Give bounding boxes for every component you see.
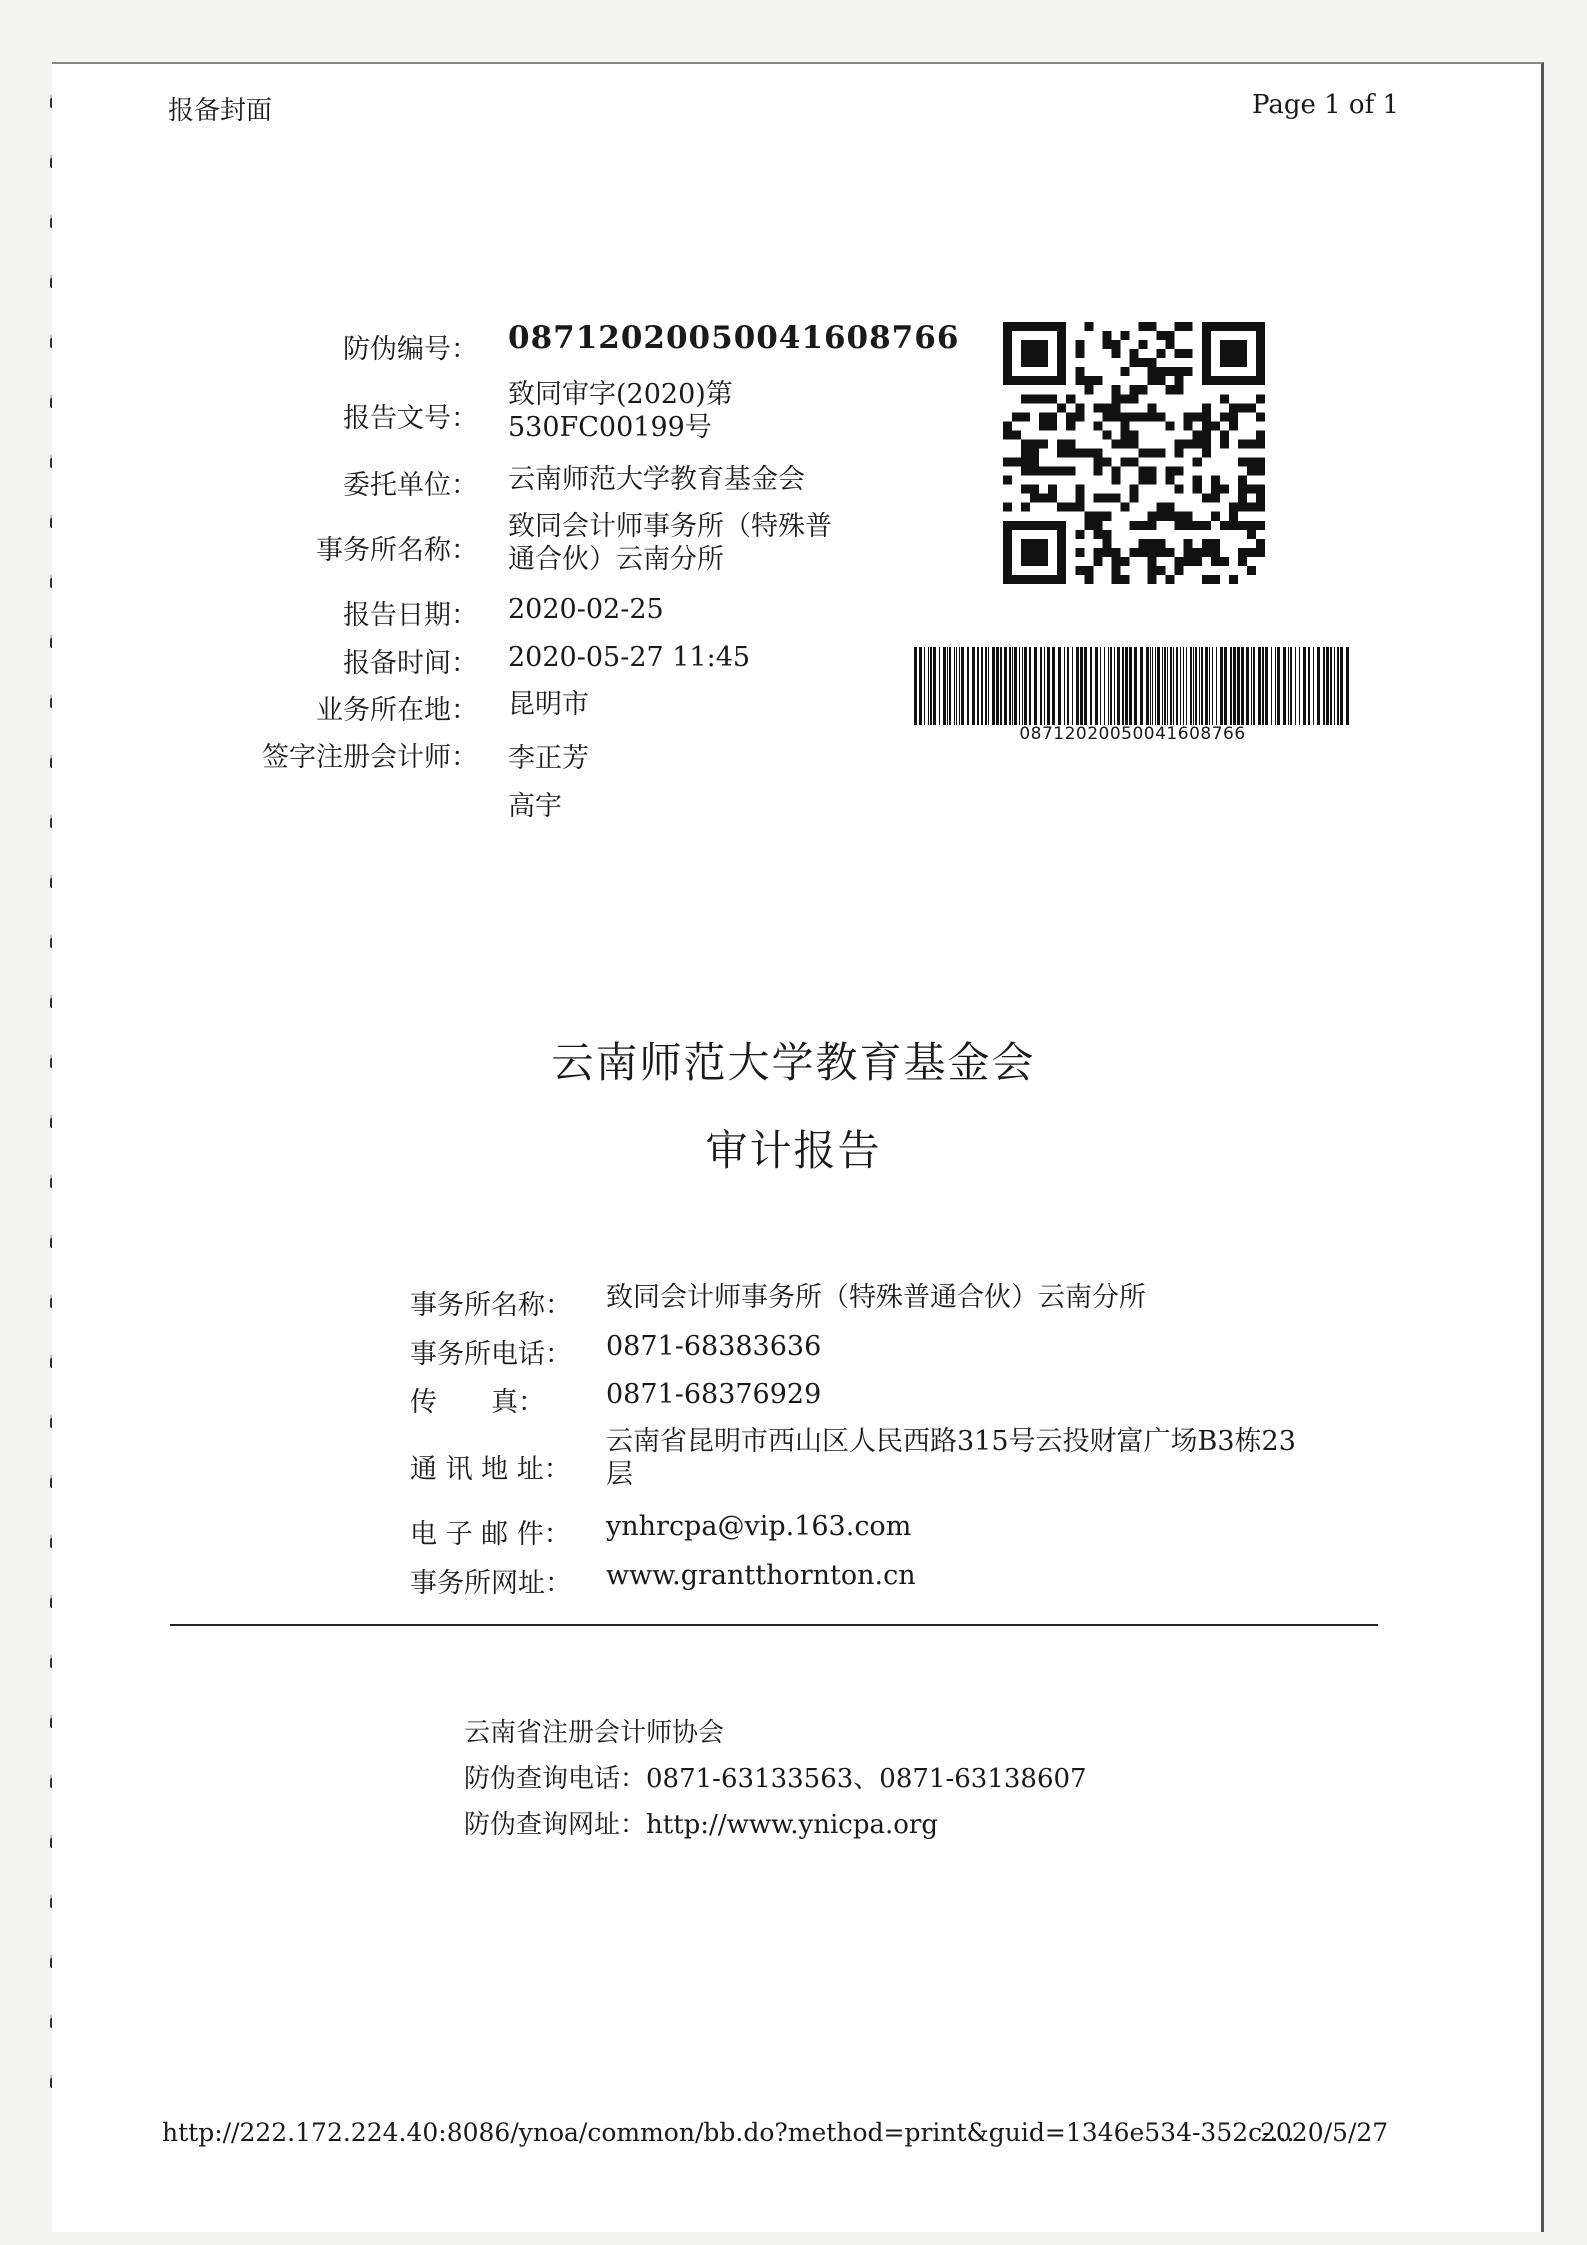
record-label-cpa: 签字注册会计师： <box>262 742 478 773</box>
contact-value-website: www.grantthornton.cn <box>606 1560 916 1591</box>
association-name: 云南省注册会计师协会 <box>464 1718 725 1748</box>
record-label-report-date: 报告日期： <box>343 600 478 631</box>
record-value-location: 昆明市 <box>508 689 589 720</box>
contact-label-address: 通 讯 地 址： <box>410 1454 571 1485</box>
contact-label-firm: 事务所名称： <box>410 1290 572 1321</box>
report-subtitle: 审计报告 <box>705 1126 882 1175</box>
report-title: 云南师范大学教育基金会 <box>551 1038 1036 1087</box>
header-right: Page 1 of 1 <box>1252 90 1400 120</box>
contact-value-fax: 0871-68376929 <box>606 1379 822 1410</box>
barcode <box>910 647 1355 725</box>
footer-url: http://222.172.224.40:8086/ynoa/common/bb.do?method=print&guid=1346e534-352c-... <box>162 2118 1295 2147</box>
record-value-firm: 致同会计师事务所（特殊普 通合伙）云南分所 <box>508 511 832 575</box>
record-label-report-no: 报告文号： <box>343 403 478 434</box>
contact-label-website: 事务所网址： <box>410 1568 572 1599</box>
association-phone: 防伪查询电话：0871-63133563、0871-63138607 <box>464 1764 1087 1794</box>
barcode-number: 08712020050041608766 <box>1019 724 1246 744</box>
record-label-location: 业务所在地： <box>316 695 478 726</box>
contact-value-email: ynhrcpa@vip.163.com <box>606 1511 912 1542</box>
record-value-filing-time: 2020-05-27 11:45 <box>508 642 751 673</box>
record-label-serial: 防伪编号： <box>343 334 478 365</box>
association-web: 防伪查询网址：http://www.ynicpa.org <box>464 1810 938 1840</box>
record-value-report-date: 2020-02-25 <box>508 594 664 625</box>
contact-label-fax: 传 真： <box>410 1387 545 1418</box>
record-value-serial: 08712020050041608766 <box>508 320 960 356</box>
divider-line <box>170 1624 1378 1626</box>
contact-value-address: 云南省昆明市西山区人民西路315号云投财富广场B3栋23 层 <box>606 1426 1296 1490</box>
record-label-client: 委托单位： <box>343 470 478 501</box>
record-label-filing-time: 报备时间： <box>343 648 478 679</box>
record-value-cpa: 李正芳 高宇 <box>508 743 589 822</box>
record-value-client: 云南师范大学教育基金会 <box>508 464 805 495</box>
qr-code <box>1003 322 1265 584</box>
contact-value-firm: 致同会计师事务所（特殊普通合伙）云南分所 <box>606 1282 1146 1313</box>
record-value-report-no: 致同审字(2020)第 530FC00199号 <box>508 379 733 443</box>
contact-label-phone: 事务所电话： <box>410 1339 572 1370</box>
record-label-firm: 事务所名称： <box>316 535 478 566</box>
contact-value-phone: 0871-68383636 <box>606 1331 822 1362</box>
contact-label-email: 电 子 邮 件： <box>410 1519 571 1550</box>
footer-date: 2020/5/27 <box>1260 2118 1389 2147</box>
header-left: 报备封面 <box>168 96 273 126</box>
